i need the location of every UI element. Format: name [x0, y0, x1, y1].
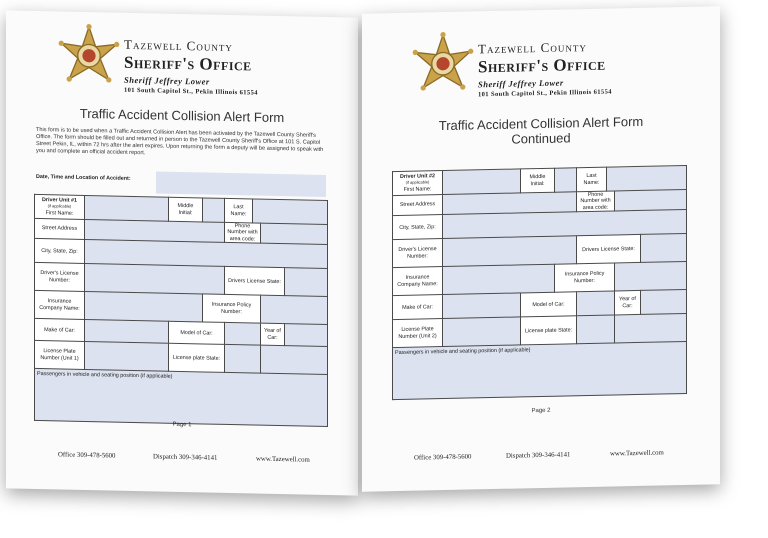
model-label: Model of Car: — [169, 321, 225, 344]
insurance-policy-field[interactable] — [261, 295, 328, 324]
drivers-license-number-label: Driver's License Number: — [35, 263, 85, 292]
drivers-license-number-label: Driver's License Number: — [393, 239, 443, 268]
first-name-field[interactable] — [443, 169, 521, 195]
insurance-company-field[interactable] — [85, 292, 203, 322]
county-name: Tazewell County — [478, 39, 587, 57]
form-title-line-2: Continued — [511, 130, 571, 147]
drivers-license-number-field[interactable] — [85, 264, 225, 295]
phone-label: Phone Number with area code: — [577, 191, 615, 212]
year-label: Year of Car: — [615, 291, 641, 316]
agency-block — [124, 37, 258, 97]
plate-number-field[interactable] — [85, 342, 169, 372]
sheriff-name: Sheriff Jeffrey Lower — [124, 74, 210, 87]
last-name-label: Last Name: — [225, 198, 253, 223]
first-name-field[interactable] — [85, 195, 169, 221]
website-link[interactable]: www.Tazewell.com — [256, 455, 310, 464]
phone-field[interactable] — [615, 189, 687, 211]
page-number: Page 2 — [531, 407, 551, 415]
year-field[interactable] — [641, 290, 687, 315]
dispatch-phone: Dispatch 309-346-4141 — [506, 451, 571, 460]
county-name: Tazewell County — [124, 36, 233, 55]
office-name: Sheriff's Office — [124, 52, 252, 75]
drivers-license-number-field[interactable] — [443, 236, 577, 267]
city-state-zip-label: City, State, Zip: — [35, 239, 85, 264]
plate-extra-field[interactable] — [615, 314, 687, 344]
street-address-label: Street Address — [35, 218, 85, 239]
passengers-label: Passengers in vehicle and seating position (if applicable) — [37, 371, 173, 381]
website-link[interactable]: www.Tazewell.com — [610, 449, 664, 458]
sheriff-star-badge-icon — [56, 23, 122, 90]
form-page-2 — [362, 6, 720, 491]
middle-initial-field[interactable] — [203, 198, 225, 222]
insurance-policy-label: Insurance Policy Number: — [555, 263, 615, 292]
insurance-company-field[interactable] — [443, 264, 555, 294]
make-label: Make of Car: — [393, 295, 443, 320]
dispatch-phone: Dispatch 309-346-4141 — [153, 453, 218, 462]
model-field[interactable] — [577, 291, 615, 316]
office-name: Sheriff's Office — [478, 54, 606, 77]
office-address: 101 South Capitol St., Pekin Illinois 61554 — [124, 86, 258, 97]
street-address-label: Street Address — [393, 195, 443, 216]
middle-initial-field[interactable] — [555, 168, 577, 192]
accident-date-field[interactable] — [156, 171, 326, 197]
middle-initial-label: Middle Initial: — [521, 168, 555, 193]
office-address: 101 South Capitol St., Pekin Illinois 61554 — [478, 88, 612, 99]
plate-number-label: License Plate Number (Unit 1) — [35, 341, 85, 370]
passengers-label: Passengers in vehicle and seating position (if applicable) — [395, 347, 531, 357]
last-name-field[interactable] — [607, 165, 687, 191]
sheriff-star-badge-icon — [410, 31, 476, 98]
street-address-field[interactable] — [443, 192, 577, 215]
insurance-company-label: Insurance Company Name: — [393, 267, 443, 296]
plate-state-label: License plate State: — [169, 343, 225, 372]
plate-state-field[interactable] — [577, 315, 615, 344]
page-number: Page 1 — [172, 421, 192, 429]
make-field[interactable] — [85, 320, 169, 344]
plate-state-field[interactable] — [225, 345, 261, 374]
year-label: Year of Car: — [261, 323, 285, 346]
drivers-license-state-field[interactable] — [285, 268, 328, 297]
form-title — [362, 112, 720, 149]
form-instructions: This form is to be used when a Traffic Accident Collision Alert has been activated by the Tazewell County Sheriff's Office. The form should be filled out and returned in person to the Tazewell County Sheriff's Office at 101 S. Capitol Street Pekin, IL, within 72 hrs after the alert expires. Upon returning the form a deputy will be assigned to speak with you and complete an official accident report. — [36, 126, 324, 157]
accident-date-label: Date, Time and Location of Accident: — [36, 173, 131, 182]
letterhead — [6, 10, 358, 107]
form-title: Traffic Accident Collision Alert Form — [79, 105, 285, 126]
insurance-policy-label: Insurance Policy Number: — [203, 294, 261, 323]
plate-extra-field[interactable] — [261, 345, 328, 374]
insurance-policy-field[interactable] — [615, 262, 687, 292]
city-state-zip-label: City, State, Zip: — [393, 215, 443, 240]
drivers-license-state-field[interactable] — [641, 234, 687, 263]
driver-2-table — [392, 165, 687, 400]
passengers-field[interactable] — [393, 342, 687, 400]
driver-unit-label: Driver Unit #1 (if applicable) First Name: — [35, 194, 85, 219]
office-phone: Office 309-478-5600 — [58, 451, 116, 460]
insurance-company-label: Insurance Company Name: — [35, 291, 85, 320]
agency-block — [478, 39, 612, 99]
drivers-license-state-label: Drivers License State: — [577, 235, 641, 264]
office-phone: Office 309-478-5600 — [414, 453, 472, 462]
driver-unit-label: Driver Unit #2 (if applicable) First Name: — [393, 171, 443, 196]
driver-1-table — [34, 194, 328, 427]
form-page-1 — [6, 10, 358, 495]
plate-number-label: License Plate Number (Unit 2) — [393, 319, 443, 348]
model-label: Model of Car: — [521, 292, 577, 317]
sheriff-name: Sheriff Jeffrey Lower — [478, 77, 564, 90]
year-field[interactable] — [285, 324, 328, 347]
last-name-label: Last Name: — [577, 167, 607, 192]
plate-state-label: License plate State: — [521, 316, 577, 345]
make-field[interactable] — [443, 293, 521, 319]
middle-initial-label: Middle Initial: — [169, 197, 203, 222]
passengers-field[interactable] — [35, 369, 328, 427]
letterhead — [362, 6, 720, 103]
model-field[interactable] — [225, 323, 261, 346]
last-name-field[interactable] — [253, 199, 328, 225]
phone-label: Phone Number with area code: — [225, 222, 261, 243]
drivers-license-state-label: Drivers License State: — [225, 267, 285, 296]
phone-field[interactable] — [261, 223, 328, 245]
plate-number-field[interactable] — [443, 317, 521, 347]
make-label: Make of Car: — [35, 319, 85, 342]
form-title-line-1: Traffic Accident Collision Alert Form — [438, 113, 644, 134]
